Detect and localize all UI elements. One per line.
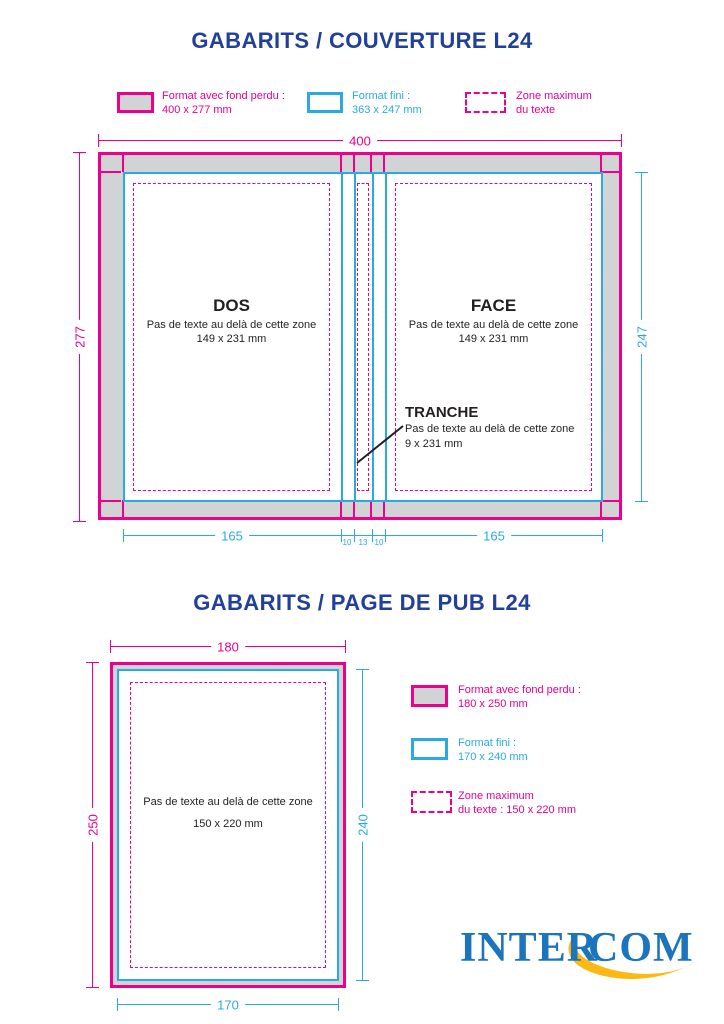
dim-pub-bleed-width xyxy=(110,640,346,653)
trim-mark xyxy=(601,500,620,502)
dim-tick xyxy=(338,998,339,1011)
dim-tick xyxy=(123,529,124,542)
pub-legend-trim-swatch xyxy=(411,738,448,760)
pub-legend-textzone-line1: Zone maximum xyxy=(458,790,534,802)
legend-bleed-line1: Format avec fond perdu : xyxy=(162,90,285,102)
dim-tick xyxy=(372,529,373,542)
legend-trim-label xyxy=(352,89,422,117)
legend-textzone-line2: du texte xyxy=(516,104,556,116)
dim-tick xyxy=(354,529,355,542)
dim-pub-trim-height-value: 240 xyxy=(355,808,370,842)
dim-spine-width-value: 13 xyxy=(358,538,368,547)
fold-line xyxy=(341,174,343,500)
tranche-pointer-line xyxy=(353,422,409,467)
dim-cover-bleed-height xyxy=(73,152,86,522)
dim-tick xyxy=(345,640,346,653)
tranche-title: TRANCHE xyxy=(405,404,479,421)
dim-pub-trim-width xyxy=(117,998,339,1011)
tranche-label-block xyxy=(405,404,585,452)
dim-tick xyxy=(73,152,86,153)
intercom-logo xyxy=(460,920,700,984)
dim-front-width-value: 165 xyxy=(477,529,511,544)
fold-mark xyxy=(370,500,372,517)
pub-legend-bleed-line1: Format avec fond perdu : xyxy=(458,684,581,696)
dim-tick xyxy=(356,980,369,981)
dim-tick xyxy=(86,662,99,663)
cover-title: GABARITS / COUVERTURE L24 xyxy=(191,28,533,53)
legend-trim-line1: Format fini : xyxy=(352,90,411,102)
pub-legend-bleed-label xyxy=(458,683,581,711)
dim-hinge-left-value: 10 xyxy=(342,538,352,547)
tranche-line2: 9 x 231 mm xyxy=(405,438,463,450)
logo-text-com: COM xyxy=(588,925,694,971)
legend-bleed-label xyxy=(162,89,285,117)
fold-mark xyxy=(383,500,385,517)
trim-mark xyxy=(122,155,124,172)
dim-tick xyxy=(356,669,369,670)
dim-hinge-right-value: 10 xyxy=(374,538,384,547)
dim-back-width-value: 165 xyxy=(215,529,249,544)
trim-mark xyxy=(122,500,124,517)
pub-legend-textzone-line2: du texte : 150 x 220 mm xyxy=(458,804,577,816)
pub-trim-rect xyxy=(117,669,339,981)
legend-textzone-label xyxy=(516,89,592,117)
pub-zone-line1: Pas de texte au delà de cette zone xyxy=(143,796,313,808)
trim-mark xyxy=(601,171,620,173)
dos-line2: 149 x 231 mm xyxy=(196,333,267,345)
fold-mark xyxy=(340,155,342,172)
trim-mark xyxy=(600,500,602,517)
legend-trim-line2: 363 x 247 mm xyxy=(352,104,422,116)
legend-textzone-swatch xyxy=(465,92,506,113)
pub-zone-label-block xyxy=(119,795,337,831)
pub-legend-trim-line2: 170 x 240 mm xyxy=(458,751,528,763)
dim-tick xyxy=(98,134,99,147)
dos-label-block xyxy=(133,296,330,346)
dim-pub-trim-width-value: 170 xyxy=(211,997,245,1012)
pub-legend-bleed-line2: 180 x 250 mm xyxy=(458,698,528,710)
legend-trim-swatch xyxy=(307,92,343,113)
dim-tick xyxy=(635,501,648,502)
trim-mark xyxy=(600,155,602,172)
dim-tick xyxy=(385,529,386,542)
logo-text-inter: INTER xyxy=(460,925,599,971)
dim-cover-trim-height-value: 247 xyxy=(634,320,649,354)
legend-textzone-line1: Zone maximum xyxy=(516,90,592,102)
dim-cover-trim-height xyxy=(635,172,648,502)
face-line1: Pas de texte au delà de cette zone xyxy=(408,319,579,331)
dos-line1: Pas de texte au delà de cette zone xyxy=(146,319,317,331)
dim-tick xyxy=(117,998,118,1011)
pub-zone-line2: 150 x 220 mm xyxy=(193,818,263,830)
dim-cover-panels xyxy=(123,528,603,548)
fold-mark xyxy=(353,155,355,172)
dim-pub-bleed-height-value: 250 xyxy=(85,808,100,842)
dim-tick xyxy=(86,987,99,988)
dim-tick xyxy=(73,521,86,522)
dim-line xyxy=(123,535,603,536)
pub-legend-trim-label xyxy=(458,736,528,764)
face-line2: 149 x 231 mm xyxy=(458,333,529,345)
fold-mark xyxy=(370,155,372,172)
pub-legend-textzone-swatch xyxy=(411,791,452,813)
dim-tick xyxy=(602,529,603,542)
trim-mark xyxy=(101,500,121,502)
fold-mark xyxy=(353,500,355,517)
pub-legend-trim-line1: Format fini : xyxy=(458,737,517,749)
dim-pub-bleed-height xyxy=(86,662,99,988)
dim-tick xyxy=(635,172,648,173)
dim-tick xyxy=(110,640,111,653)
pub-title: GABARITS / PAGE DE PUB L24 xyxy=(193,590,531,615)
pub-legend-bleed-swatch xyxy=(411,685,448,707)
fold-mark xyxy=(340,500,342,517)
pub-legend-textzone-label xyxy=(458,789,576,817)
dim-pub-bleed-width-value: 180 xyxy=(211,639,245,654)
dim-cover-bleed-height-value: 277 xyxy=(72,320,87,354)
dos-title: DOS xyxy=(213,296,250,315)
dim-tick xyxy=(621,134,622,147)
face-label-block xyxy=(395,296,592,346)
trim-mark xyxy=(101,171,121,173)
tranche-line1: Pas de texte au delà de cette zone xyxy=(405,423,575,435)
cover-trim-rect xyxy=(123,172,603,502)
face-title: FACE xyxy=(470,296,517,315)
legend-bleed-swatch xyxy=(117,92,154,113)
fold-mark xyxy=(383,155,385,172)
dim-cover-bleed-width xyxy=(98,134,622,147)
dim-pub-trim-height xyxy=(356,669,369,981)
dim-cover-bleed-width-value: 400 xyxy=(343,133,377,148)
legend-bleed-line2: 400 x 277 mm xyxy=(162,104,232,116)
